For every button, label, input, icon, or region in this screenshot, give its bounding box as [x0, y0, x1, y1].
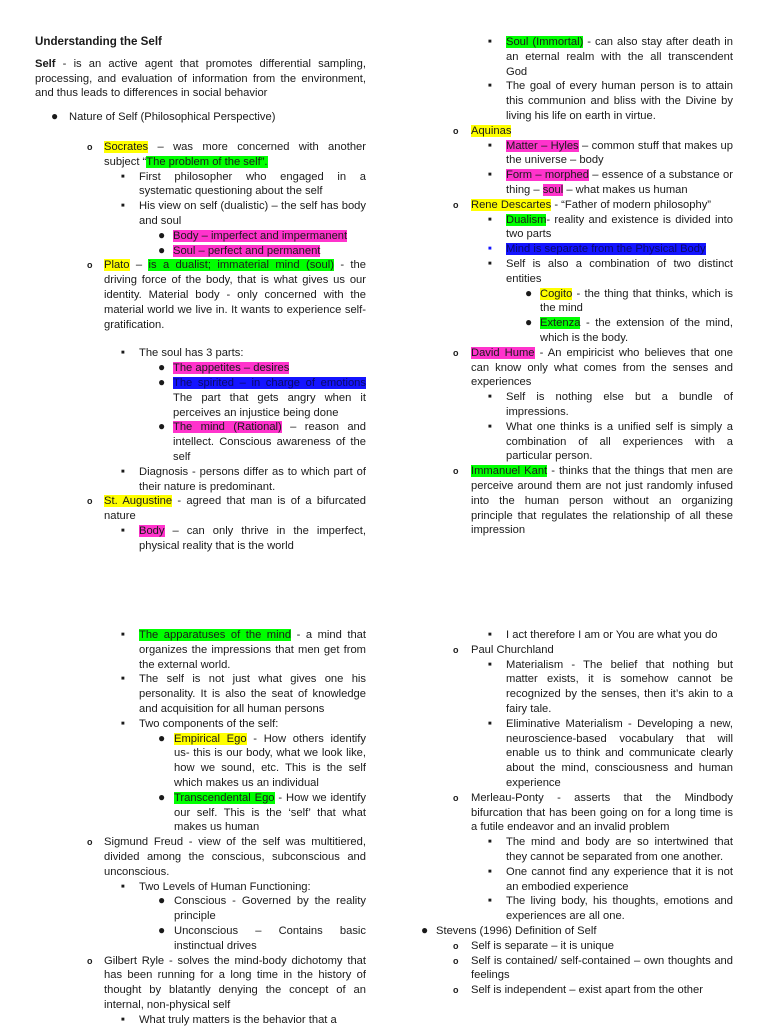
square-bullet-icon: ■	[488, 839, 492, 846]
augustine-body: ■ Body – can only thrive in the imperfect, physical reality that is the world	[121, 524, 366, 552]
self-definition: Self - is an active agent that promotes differential sampling, processing, and evaluation of information from the environment, and thus leads to differences in social behavior	[35, 57, 366, 100]
materialism-item: ■ Materialism - The belief that nothing but matter exists, it is somehow cannot be recognized by the senses, then it’s akin to a fairy tale.	[488, 658, 733, 715]
square-bullet-icon: ■	[121, 468, 125, 475]
descartes-extenza: ● Extenza - the extension of the mind, which is the body.	[525, 315, 733, 344]
socrates-point-2: ■ His view on self (dualistic) – the self has body and soul	[121, 200, 366, 227]
square-bullet-icon: ■	[488, 394, 492, 401]
square-bullet-icon: ■	[488, 246, 492, 253]
conscious-item: ● Conscious - Governed by the reality principle	[158, 893, 366, 923]
left-column	[35, 35, 366, 554]
right-column	[436, 35, 733, 538]
bullet-icon: ●	[158, 242, 166, 257]
augustine-item: o St. Augustine - agreed that man is of a bifurcated nature ■ Body – can only thrive in the imperfect, physical reality that is the world	[87, 495, 366, 552]
bullet-icon: ●	[158, 419, 166, 434]
two-components-item: ■ Two components of the self:	[121, 717, 279, 730]
square-bullet-icon: ■	[488, 868, 492, 875]
augustine-goal: ■ The goal of every human person is to attain this communion and bliss with the Divine by living his life on earth in virtue.	[488, 80, 733, 122]
square-bullet-icon: ■	[121, 883, 125, 890]
circle-bullet-icon: o	[453, 940, 459, 951]
left-column-2	[35, 628, 366, 1028]
soul-mind: ● The mind (Rational) – reason and intellect. Conscious awareness of the self	[158, 419, 366, 463]
bullet-icon: ●	[158, 227, 166, 242]
soul-parts: ■ The soul has 3 parts:	[121, 347, 244, 360]
circle-bullet-icon: o	[453, 347, 459, 358]
bullet-icon: ●	[158, 374, 166, 389]
square-bullet-icon: ■	[488, 423, 492, 430]
ryle-item: o Gilbert Ryle - solves the mind-body dichotomy that has been running for a long time in the history of thought by blatantly denying the concept of an internal, non-physical self	[87, 954, 366, 1011]
bullet-icon: ●	[51, 109, 59, 124]
square-bullet-icon: ■	[121, 350, 125, 357]
augustine-soul: ■ Soul (Immortal) - can also stay after death in an eternal realm with the all transcendent God	[488, 36, 733, 78]
soul-appetites: ● The appetites – desires	[158, 360, 290, 375]
stevens-point-1: o Self is separate – it is unique	[453, 939, 615, 952]
self-not-item: ■ The self is not just what gives one his personality. It is also the seat of knowledge and acquisition for all human persons	[121, 673, 366, 715]
empirical-ego-item: ● Empirical Ego - How others identify us- this is our body, what we look like, how we sound, etc. This is the self which makes us an individual	[158, 730, 366, 789]
document-title: Understanding the Self	[35, 35, 162, 48]
socrates-point-1: ■ First philosopher who engaged in a systematic questioning about the self	[121, 170, 366, 198]
square-bullet-icon: ■	[121, 676, 125, 683]
circle-bullet-icon: o	[453, 792, 459, 803]
hume-point-2: ■ What one thinks is a unified self is simply a combination of all experiences with a particular person.	[488, 420, 733, 463]
bullet-icon: ●	[158, 789, 166, 804]
circle-bullet-icon: o	[453, 466, 459, 477]
square-bullet-icon: ■	[488, 39, 492, 45]
apparatuses-item: ■ The apparatuses of the mind - a mind that organizes the impressions that men get from the external world.	[121, 629, 366, 671]
square-bullet-icon: ■	[488, 216, 492, 223]
ryle-behavior-item: ■ What truly matters is the behavior that a	[121, 1013, 337, 1026]
descartes-item: o Rene Descartes - “Father of modern philosophy” ■ Dualism- reality and existence is divided into two parts ■ Mind is separate from the Physical Body ■ Self is also a combination of two distinct entities ● Cogito - the thing that thinks, which is the mind ● Extenza - the extension of the mind, which is the body.	[453, 198, 733, 344]
aquinas-matter: ■ Matter – Hyles – common stuff that makes up the universe – body	[488, 139, 734, 167]
transcendental-ego-item: ● Transcendental Ego - How we identify our self. This is the ‘self’ that what makes us human	[158, 789, 366, 834]
descartes-cogito: ● Cogito - the thing that thinks, which is the mind	[525, 285, 733, 315]
square-bullet-icon: ■	[121, 173, 125, 180]
circle-bullet-icon: o	[453, 955, 459, 966]
mp-point-2: ■ One cannot find any experience that it is not an embodied experience	[488, 865, 733, 893]
bullet-icon: ●	[421, 922, 429, 937]
nature-of-self-item: ● Nature of Self (Philosophical Perspective)	[51, 109, 276, 124]
eliminative-materialism-item: ■ Eliminative Materialism - Developing a new, neuroscience-based vocabulary that will enable us to think and communicate clearly about the mind, consciousness and human experience	[488, 717, 733, 789]
descartes-dualism: ■ Dualism- reality and existence is divided into two parts	[488, 213, 733, 241]
square-bullet-icon: ■	[121, 632, 125, 638]
merleau-ponty-item: o Merleau-Ponty - asserts that the Mindbody bifurcation that has been going on for a long time is a futile endeavor and an invalid problem	[453, 791, 733, 834]
freud-item: o Sigmund Freud - view of the self was multitiered, divided among the conscious, subconscious and unconscious.	[87, 836, 366, 878]
aquinas-form: ■ Form – morphed – essence of a substance or thing – soul – what makes us human	[488, 169, 733, 196]
unconscious-item: ● Unconscious – Contains basic instinctual drives	[158, 922, 366, 952]
square-bullet-icon: ■	[488, 661, 492, 668]
bullet-icon: ●	[158, 730, 166, 745]
stevens-point-2: o Self is contained/ self-contained – own thoughts and feelings	[453, 954, 733, 982]
socrates-body: ● Body – imperfect and impermanent	[158, 227, 348, 242]
square-bullet-icon: ■	[121, 720, 125, 727]
descartes-combination: ■ Self is also a combination of two distinct entities	[488, 257, 733, 285]
socrates-item: o Socrates – was more concerned with another subject “The problem of the self”. ■ First philosopher who engaged in a systematic questioning about the self ■ His view on self (dualistic) – the self has body and soul ● Body – imperfect and impermanent ● Soul – perfect and permanent	[87, 140, 366, 257]
square-bullet-icon: ■	[121, 203, 125, 210]
square-bullet-icon: ■	[488, 142, 492, 149]
bullet-icon: ●	[158, 893, 166, 908]
act-item: ■ I act therefore I am or You are what you do	[488, 629, 718, 641]
square-bullet-icon: ■	[488, 898, 492, 905]
stevens-point-3: o Self is independent – exist apart from the other	[453, 984, 703, 997]
hume-item: o David Hume - An empiricist who believes that one can know only what comes from the senses and experiences ■ Self is nothing else but a bundle of impressions. ■ What one thinks is a unified self is simply a combination of all experiences with a particular person.	[453, 346, 733, 463]
document-page-bottom	[0, 612, 768, 1024]
bullet-icon: ●	[525, 315, 533, 330]
mp-point-3: ■ The living body, his thoughts, emotions and experiences are all one.	[488, 895, 733, 923]
square-bullet-icon: ■	[121, 1016, 125, 1023]
bullet-icon: ●	[525, 285, 533, 300]
plato-diagnosis: ■ Diagnosis - persons differ as to which part of their nature is predominant.	[121, 465, 366, 493]
square-bullet-icon: ■	[488, 720, 492, 727]
square-bullet-icon: ■	[488, 83, 492, 90]
mp-point-1: ■ The mind and body are so intertwined that they cannot be separated from one another.	[488, 836, 733, 863]
circle-bullet-icon: o	[453, 125, 459, 136]
soul-spirited: ● The spirited – in charge of emotions The part that gets angry when it perceives an injustice being done	[158, 374, 366, 419]
circle-bullet-icon: o	[453, 985, 459, 996]
circle-bullet-icon: o	[87, 955, 93, 966]
square-bullet-icon: ■	[488, 172, 492, 179]
socrates-soul: ● Soul – perfect and permanent	[158, 242, 321, 257]
circle-bullet-icon: o	[87, 141, 93, 152]
circle-bullet-icon: o	[87, 496, 93, 507]
bullet-icon: ●	[158, 922, 166, 937]
hume-point-1: ■ Self is nothing else but a bundle of impressions.	[488, 391, 733, 418]
square-bullet-icon: ■	[488, 632, 492, 638]
circle-bullet-icon: o	[87, 260, 93, 271]
churchland-item: o Paul Churchland	[453, 643, 554, 656]
bullet-icon: ●	[158, 360, 166, 375]
square-bullet-icon: ■	[121, 527, 125, 534]
kant-item: o Immanuel Kant - thinks that the things that men are perceive around them are not just randomly infused into the human person without an organizing principle that regulates the relationship of all these impression	[453, 465, 733, 537]
plato-item: o Plato – is a dualist; immaterial mind (soul) - the driving force of the body, that is what gives us our identity. Material body - only concerned with the material world we live in. It wants to experience self-gratification. ■ The soul has 3 parts: ● The appetites – desires ● The spirited – in charge of emotions The part that gets angry when it perceives an injustice being done ● The mind (Rational) – reason and intellect. Conscious awareness of the self ■ Diagnosis - persons differ as to which part of their nature is predominant.	[87, 259, 366, 493]
two-levels-item: ■ Two Levels of Human Functioning:	[121, 880, 311, 893]
aquinas-item: o Aquinas ■ Matter – Hyles – common stuff that makes up the universe – body ■ Form – morphed – essence of a substance or thing – soul – what makes us human	[453, 124, 734, 196]
circle-bullet-icon: o	[453, 199, 459, 210]
square-bullet-icon: ■	[488, 260, 492, 267]
stevens-item: ● Stevens (1996) Definition of Self	[421, 922, 597, 937]
circle-bullet-icon: o	[87, 837, 93, 848]
circle-bullet-icon: o	[453, 644, 459, 655]
right-column-2	[421, 628, 733, 998]
descartes-mind-separate: ■ Mind is separate from the Physical Body	[488, 243, 706, 256]
